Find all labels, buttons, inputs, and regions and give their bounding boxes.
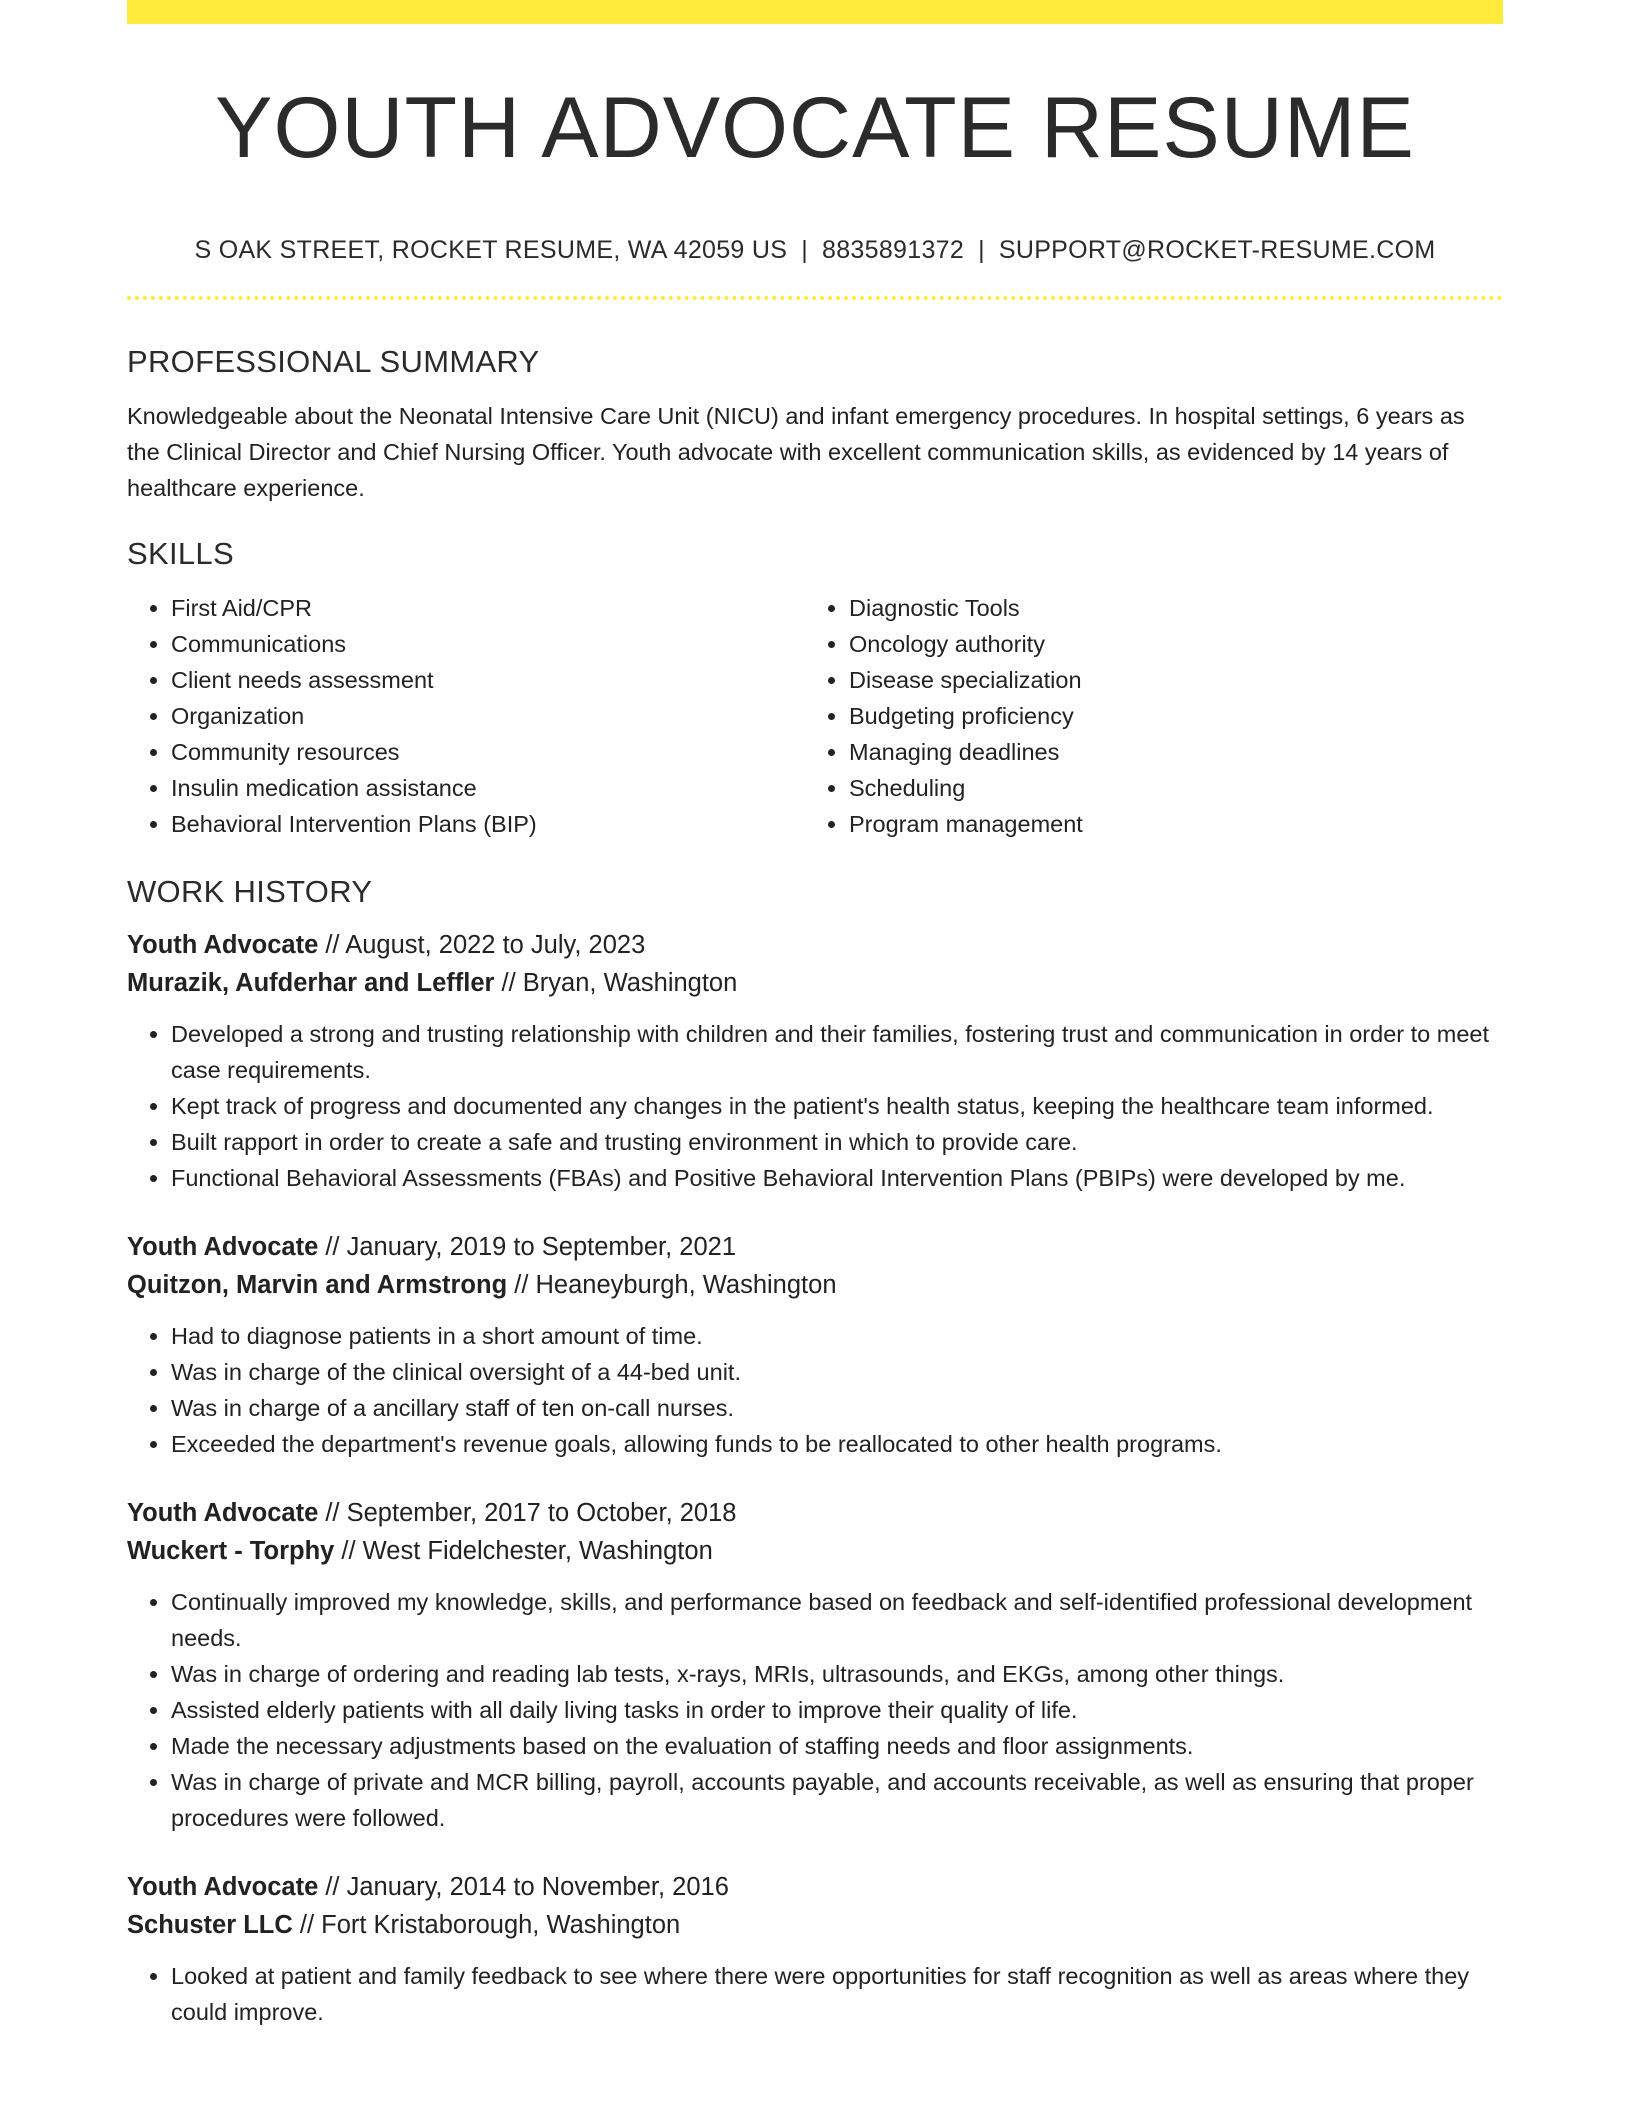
job-entry — [127, 926, 1503, 1196]
job-separator: // — [318, 1872, 347, 1901]
contact-email: SUPPORT@ROCKET-RESUME.COM — [998, 235, 1436, 264]
job-entry — [127, 1868, 1503, 2030]
skill-item: • Scheduling — [849, 770, 1483, 806]
job-separator: // — [318, 1232, 347, 1261]
contact-phone: 8835891372 — [822, 235, 965, 264]
skills-heading: SKILLS — [127, 535, 234, 571]
skill-item: • Diagnostic Tools — [849, 590, 1483, 626]
job-bullet: • Assisted elderly patients with all daily living tasks in order to improve their quality of life. — [171, 1692, 1503, 1728]
job-location: Fort Kristaborough, Washington — [321, 1910, 681, 1939]
summary-text: Knowledgeable about the Neonatal Intensive Care Unit (NICU) and infant emergency procedures. In hospital settings, 6 years as the Clinical Director and Chief Nursing Officer. Youth advocate with excellent communication skills, as evidenced by 14 years of healthcare experience. — [127, 402, 1465, 501]
job-entry — [127, 1228, 1503, 1462]
job-bullet: • Was in charge of the clinical oversight of a 44-bed unit. — [171, 1354, 1503, 1390]
job-bullets — [127, 1958, 1503, 2030]
job-separator: // — [507, 1270, 536, 1299]
skill-item: • Community resources — [171, 734, 805, 770]
job-bullet: • Looked at patient and family feedback to see where there were opportunities for staff recognition as well as areas where they could improve. — [171, 1958, 1503, 2030]
contact-separator: | — [978, 235, 985, 264]
job-role: Youth Advocate — [127, 1872, 319, 1901]
job-bullet: • Was in charge of a ancillary staff of ten on-call nurses. — [171, 1390, 1503, 1426]
job-bullet: • Exceeded the department's revenue goals, allowing funds to be reallocated to other health programs. — [171, 1426, 1503, 1462]
job-title-line — [127, 1868, 1503, 1906]
skill-item: • Organization — [171, 698, 805, 734]
job-role: Youth Advocate — [127, 930, 319, 959]
accent-bar — [127, 0, 1503, 24]
job-bullets — [127, 1584, 1503, 1836]
job-entry — [127, 1494, 1503, 1836]
job-bullet: • Made the necessary adjustments based on the evaluation of staffing needs and floor assignments. — [171, 1728, 1503, 1764]
job-dates: August, 2022 to July, 2023 — [345, 930, 646, 959]
job-dates: January, 2019 to September, 2021 — [346, 1232, 736, 1261]
contact-separator: | — [801, 235, 809, 264]
job-bullet: • Developed a strong and trusting relationship with children and their families, fostering trust and communication in order to meet case requirements. — [171, 1016, 1503, 1088]
work-history-list — [127, 926, 1503, 2030]
contact-line — [127, 236, 1503, 265]
job-separator: // — [334, 1536, 363, 1565]
contact-address: S OAK STREET, ROCKET RESUME, WA 42059 US — [194, 235, 788, 264]
job-role: Youth Advocate — [127, 1232, 319, 1261]
summary-heading: PROFESSIONAL SUMMARY — [127, 343, 540, 379]
job-bullet: • Continually improved my knowledge, skills, and performance based on feedback and self-identified professional development needs. — [171, 1584, 1503, 1656]
skill-item: • First Aid/CPR — [171, 590, 805, 626]
job-location: West Fidelchester, Washington — [362, 1536, 713, 1565]
job-bullet: • Was in charge of private and MCR billing, payroll, accounts payable, and accounts receivable, as well as ensuring that proper procedures were followed. — [171, 1764, 1503, 1836]
skill-item: • Insulin medication assistance — [171, 770, 805, 806]
job-bullet: • Kept track of progress and documented any changes in the patient's health status, keeping the healthcare team informed. — [171, 1088, 1503, 1124]
resume-page — [127, 0, 1503, 2030]
job-location: Bryan, Washington — [522, 968, 738, 997]
job-company-line — [127, 1532, 1503, 1570]
job-bullets — [127, 1016, 1503, 1196]
skill-item: • Client needs assessment — [171, 662, 805, 698]
job-company: Quitzon, Marvin and Armstrong — [127, 1270, 508, 1299]
skill-item: • Behavioral Intervention Plans (BIP) — [171, 806, 805, 842]
job-title-line — [127, 1228, 1503, 1266]
work-history-heading: WORK HISTORY — [127, 873, 373, 909]
job-title-line — [127, 1494, 1503, 1532]
skill-item: • Program management — [849, 806, 1483, 842]
job-title-line — [127, 926, 1503, 964]
job-role: Youth Advocate — [127, 1498, 319, 1527]
job-bullet: • Had to diagnose patients in a short amount of time. — [171, 1318, 1503, 1354]
job-company: Murazik, Aufderhar and Leffler — [127, 968, 495, 997]
skills-grid — [127, 590, 1503, 842]
dotted-divider — [127, 296, 1503, 300]
job-separator: // — [318, 930, 346, 959]
page-title: YOUTH ADVOCATE RESUME — [215, 80, 1415, 176]
skill-item: • Budgeting proficiency — [849, 698, 1483, 734]
job-bullet: • Was in charge of ordering and reading lab tests, x-rays, MRIs, ultrasounds, and EKGs, among other things. — [171, 1656, 1503, 1692]
job-company-line — [127, 1266, 1503, 1304]
job-dates: January, 2014 to November, 2016 — [346, 1872, 729, 1901]
skill-item: • Communications — [171, 626, 805, 662]
job-company: Schuster LLC — [127, 1910, 293, 1939]
skill-item: • Oncology authority — [849, 626, 1483, 662]
job-separator: // — [494, 968, 523, 997]
job-company-line — [127, 1906, 1503, 1944]
job-separator: // — [318, 1498, 347, 1527]
skill-item: • Disease specialization — [849, 662, 1483, 698]
skill-item: • Managing deadlines — [849, 734, 1483, 770]
job-dates: September, 2017 to October, 2018 — [346, 1498, 737, 1527]
job-company-line — [127, 964, 1503, 1002]
skills-column-left — [127, 590, 805, 842]
job-separator: // — [292, 1910, 322, 1939]
job-company: Wuckert - Torphy — [127, 1536, 335, 1565]
skills-column-right — [805, 590, 1483, 842]
job-location: Heaneyburgh, Washington — [535, 1270, 837, 1299]
job-bullets — [127, 1318, 1503, 1462]
job-bullet: • Built rapport in order to create a safe and trusting environment in which to provide care. — [171, 1124, 1503, 1160]
job-bullet: • Functional Behavioral Assessments (FBAs) and Positive Behavioral Intervention Plans (PBIPs) were developed by me. — [171, 1160, 1503, 1196]
